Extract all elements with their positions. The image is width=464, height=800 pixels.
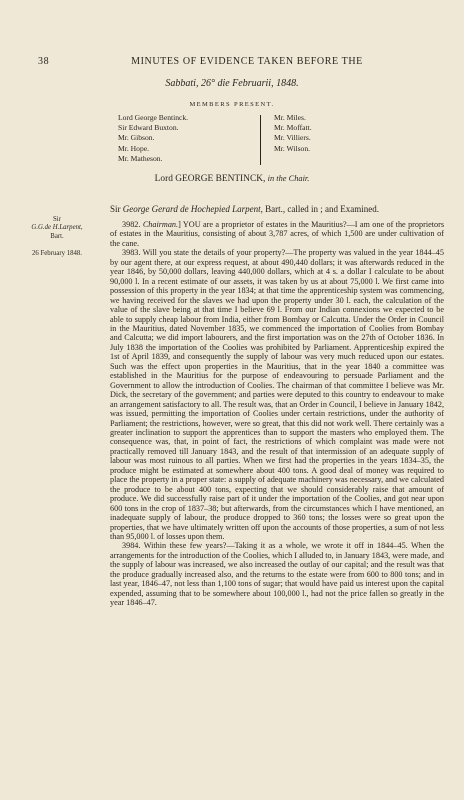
question-text: ] YOU are a proprietor of estates in the Mauritius?—I am one of the proprietors of estates in the Mauritius, consisting of about 3,787 acres, of which 1,500 are under cultivation of the cane.	[110, 220, 445, 248]
evidence-body	[110, 220, 444, 608]
witness-called-text: , Bart., called in ; and Examined.	[260, 204, 380, 214]
member-name: Mr. Matheson.	[118, 153, 163, 163]
member-name: Mr. Villiers.	[274, 133, 311, 143]
members-heading: MEMBERS PRESENT.	[189, 101, 275, 108]
members-right-column	[274, 113, 312, 154]
member-name: Mr. Wilson.	[274, 143, 311, 153]
question-text: Will you state the details of your property?—The property was valued in the year 1844–45 by our agent there, at our express request, at about 490,440 dollars; it was afterwards reduced in the year 1846, by 50,000 dollars, leaving 440,000 dollars, which at 4 s. a dollar I calculate to be about 90,000 l. In a recent estimate of our assets, it was taken by us at about 75,000 l. We first came into possession of this property in the year 1834; at that time the apprenticeship system was commencing, we having received for the slaves we had upon the property under 30 l. each, the calculation of the value of the slave being at that time I believe 69 l. From our Indian connexions we expected to be able to supply cheap labour from India, either from Bombay or Calcutta. Under the Order in Council in the Mauritius, dated November 1835, we commenced the importation of Coolies from Bombay and Calcutta; we did import labourers, and the first importation was on the 27th of October 1836. In July 1838 the importation of the Coolies was prohibited by Parliament. Apprenticeship expired the 1st of April 1839, and consequently the supply of labour was very much reduced upon our estates. Such was the effect upon properties in the Mauritius, that in the year 1840 a committee was established in the Mauritius for the purpose of endeavouring to persuade Parliament and the Government to allow the introduction of Coolies. The chairman of that committee I believe was Mr. Dick, the secretary of the government; and parties were deputed to this country to endeavour to make an arrangement satisfactory to all. The result was, that an Order in Council, I believe in January 1842, was issued, permitting the importation of Coolies under certain restrictions, under the authority of Parliament; the restrictions, however, were so great, that this did not work well. There certainly was a greater inclination to support the apprentices than to support the masters who employed them. The consequence was, that, in point of fact, the restrictions of which complaint was made were not practically removed till January 1843, and the result of that intermission of an adequate supply of labour was most ruinous to all parties. When we first had the properties in the years 1834–35, the produce might be estimated at somewhere about 400 tons. A good deal of money was required to place the property in a proper state: a supply of adequate machinery was necessary, and we calculated the produce to be about 400 tons, expecting that we should considerably raise that amount of produce. We did successfully raise part of it under the importation of the Coolies, and got near upon 600 tons in the crop of 1837–38; but afterwards, from the circumstances which I have mentioned, an inadequate supply of labour, the produce dropped to 360 tons; the losses were so great upon the properties, that we have ultimately written off upon the accounts of those properties, a sum of not less than 95,000 l. of losses upon them.	[110, 248, 444, 541]
witness-called-line	[110, 204, 442, 214]
member-name: Mr. Miles.	[274, 113, 306, 122]
question-3984	[110, 541, 444, 607]
chair-name: Lord GEORGE BENTINCK,	[154, 174, 266, 184]
question-text: Within these few years?—Taking it as a whole, we wrote it off in 1844–45. When the arrangements for the introduction of the Coolies, which I alluded to, in January 1843, were made, and the supply of labour was increased, we also increased the outlay of our capital; and the result was that the produce gradually increased also, and the returns to the estate were from 600 to 800 tons; and in last year, 1846–47, not less than 1,100 tons of sugar; that would have paid us interest upon the capital expended, assuming that to be somewhere about 100,000 l., had not the price fallen so greatly in the year 1846–47.	[110, 541, 444, 608]
question-3982	[110, 220, 444, 248]
members-left-column	[118, 113, 188, 164]
session-date: Sabbati, 26° die Februarii, 1848.	[165, 78, 299, 89]
member-name: Mr. Moffatt.	[274, 123, 312, 133]
members-divider	[260, 115, 261, 165]
chair-suffix: in the Chair.	[267, 174, 310, 183]
question-number: 3982.	[122, 220, 141, 229]
questioner: Chairman.	[142, 220, 179, 229]
question-number: 3984.	[122, 541, 141, 551]
member-name: Mr. Hope.	[118, 143, 150, 153]
witness-name: George Gerard de Hochepied Larpent	[122, 204, 261, 214]
margin-witness-name: G.G.de H.Larpent,	[31, 224, 83, 232]
question-3983	[110, 248, 444, 541]
chair-line	[0, 174, 464, 184]
member-name: Lord George Bentinck.	[118, 113, 189, 122]
member-name: Mr. Gibson.	[118, 133, 155, 143]
margin-date-note: 26 February 1848.	[31, 250, 83, 257]
page-number: 38	[38, 56, 50, 67]
question-number: 3983.	[122, 248, 141, 258]
witness-prefix: Sir	[110, 204, 123, 214]
margin-bart: Bart.	[50, 232, 64, 240]
margin-sir: Sir	[53, 216, 61, 223]
members-list	[118, 113, 418, 169]
member-name: Sir Edward Buxton.	[118, 123, 179, 133]
running-title: MINUTES OF EVIDENCE TAKEN BEFORE THE	[131, 56, 363, 67]
margin-witness-note	[16, 216, 98, 241]
